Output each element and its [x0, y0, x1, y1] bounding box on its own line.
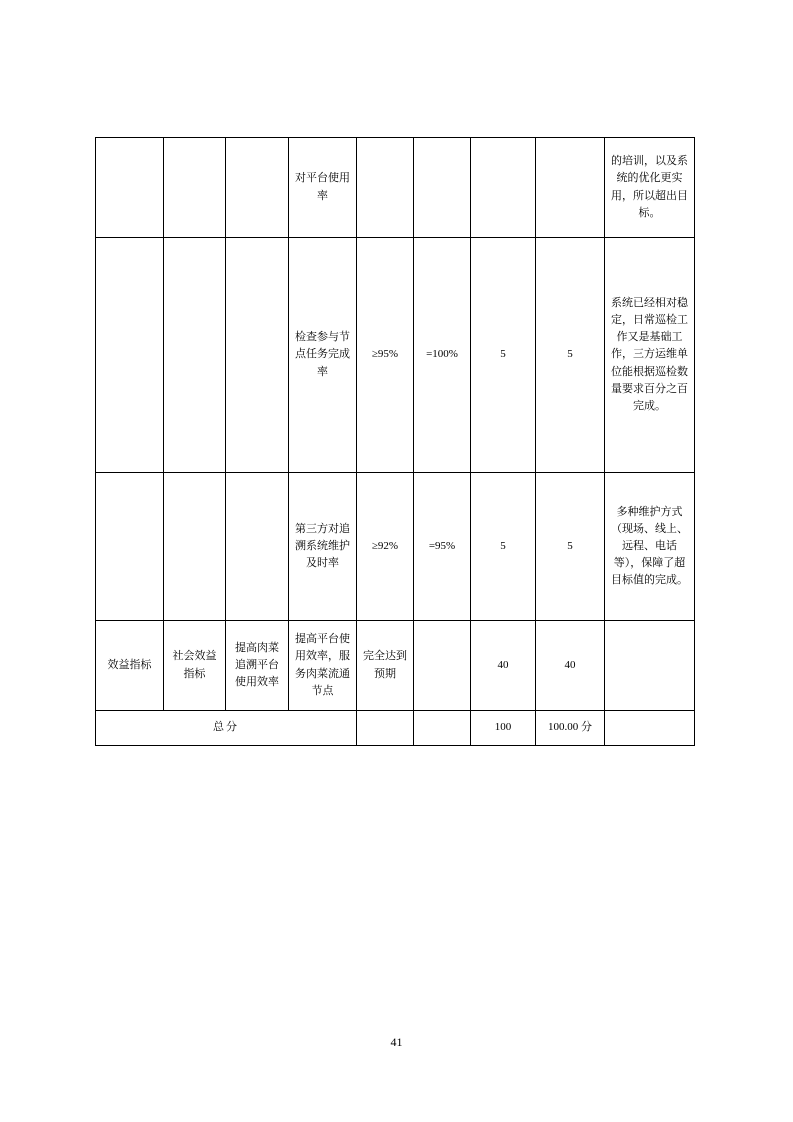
cell-actual	[414, 138, 471, 238]
total-blank	[357, 711, 414, 746]
cell-remark: 系统已经相对稳定，日常巡检工作又是基础工作，三方运维单位能根据巡检数量要求百分之百完成。	[605, 238, 695, 473]
cell-actual: =95%	[414, 473, 471, 621]
cell-indicator-name: 对平台使用率	[289, 138, 357, 238]
cell-得分: 40	[536, 621, 605, 711]
performance-evaluation-table	[95, 137, 695, 746]
cell-score: 5	[471, 238, 536, 473]
cell-remark: 的培训，以及系统的优化更实用，所以超出目标。	[605, 138, 695, 238]
cell-indicator-group: 提高肉菜追溯平台使用效率	[226, 621, 289, 711]
total-remark	[605, 711, 695, 746]
cell-actual	[414, 621, 471, 711]
total-score: 100	[471, 711, 536, 746]
cell-得分: 5	[536, 473, 605, 621]
cell-target: ≥92%	[357, 473, 414, 621]
cell-indicator-name: 检查参与节点任务完成率	[289, 238, 357, 473]
table-total-row	[96, 711, 695, 746]
cell-subcategory	[164, 473, 226, 621]
cell-indicator-group	[226, 138, 289, 238]
cell-remark: 多种维护方式（现场、线上、远程、电话等），保障了超目标值的完成。	[605, 473, 695, 621]
cell-score: 5	[471, 473, 536, 621]
cell-target	[357, 138, 414, 238]
table-row	[96, 138, 695, 238]
table-row	[96, 238, 695, 473]
total-blank-2	[414, 711, 471, 746]
cell-remark	[605, 621, 695, 711]
cell-score	[471, 138, 536, 238]
cell-indicator-name: 第三方对追溯系统维护及时率	[289, 473, 357, 621]
cell-subcategory	[164, 138, 226, 238]
cell-target: 完全达到预期	[357, 621, 414, 711]
indicator-table	[95, 137, 695, 746]
cell-indicator-group	[226, 238, 289, 473]
cell-subcategory: 社会效益指标	[164, 621, 226, 711]
cell-category: 效益指标	[96, 621, 164, 711]
table-row	[96, 621, 695, 711]
cell-得分: 5	[536, 238, 605, 473]
cell-subcategory	[164, 238, 226, 473]
cell-得分	[536, 138, 605, 238]
cell-actual: =100%	[414, 238, 471, 473]
cell-score: 40	[471, 621, 536, 711]
cell-category	[96, 473, 164, 621]
cell-indicator-name: 提高平台使用效率，服务肉菜流通节点	[289, 621, 357, 711]
page-number: 41	[390, 1035, 403, 1049]
total-label: 总分	[96, 711, 357, 746]
cell-indicator-group	[226, 473, 289, 621]
cell-category	[96, 238, 164, 473]
cell-category	[96, 138, 164, 238]
cell-target: ≥95%	[357, 238, 414, 473]
table-row	[96, 473, 695, 621]
total-actual-score: 100.00 分	[536, 711, 605, 746]
